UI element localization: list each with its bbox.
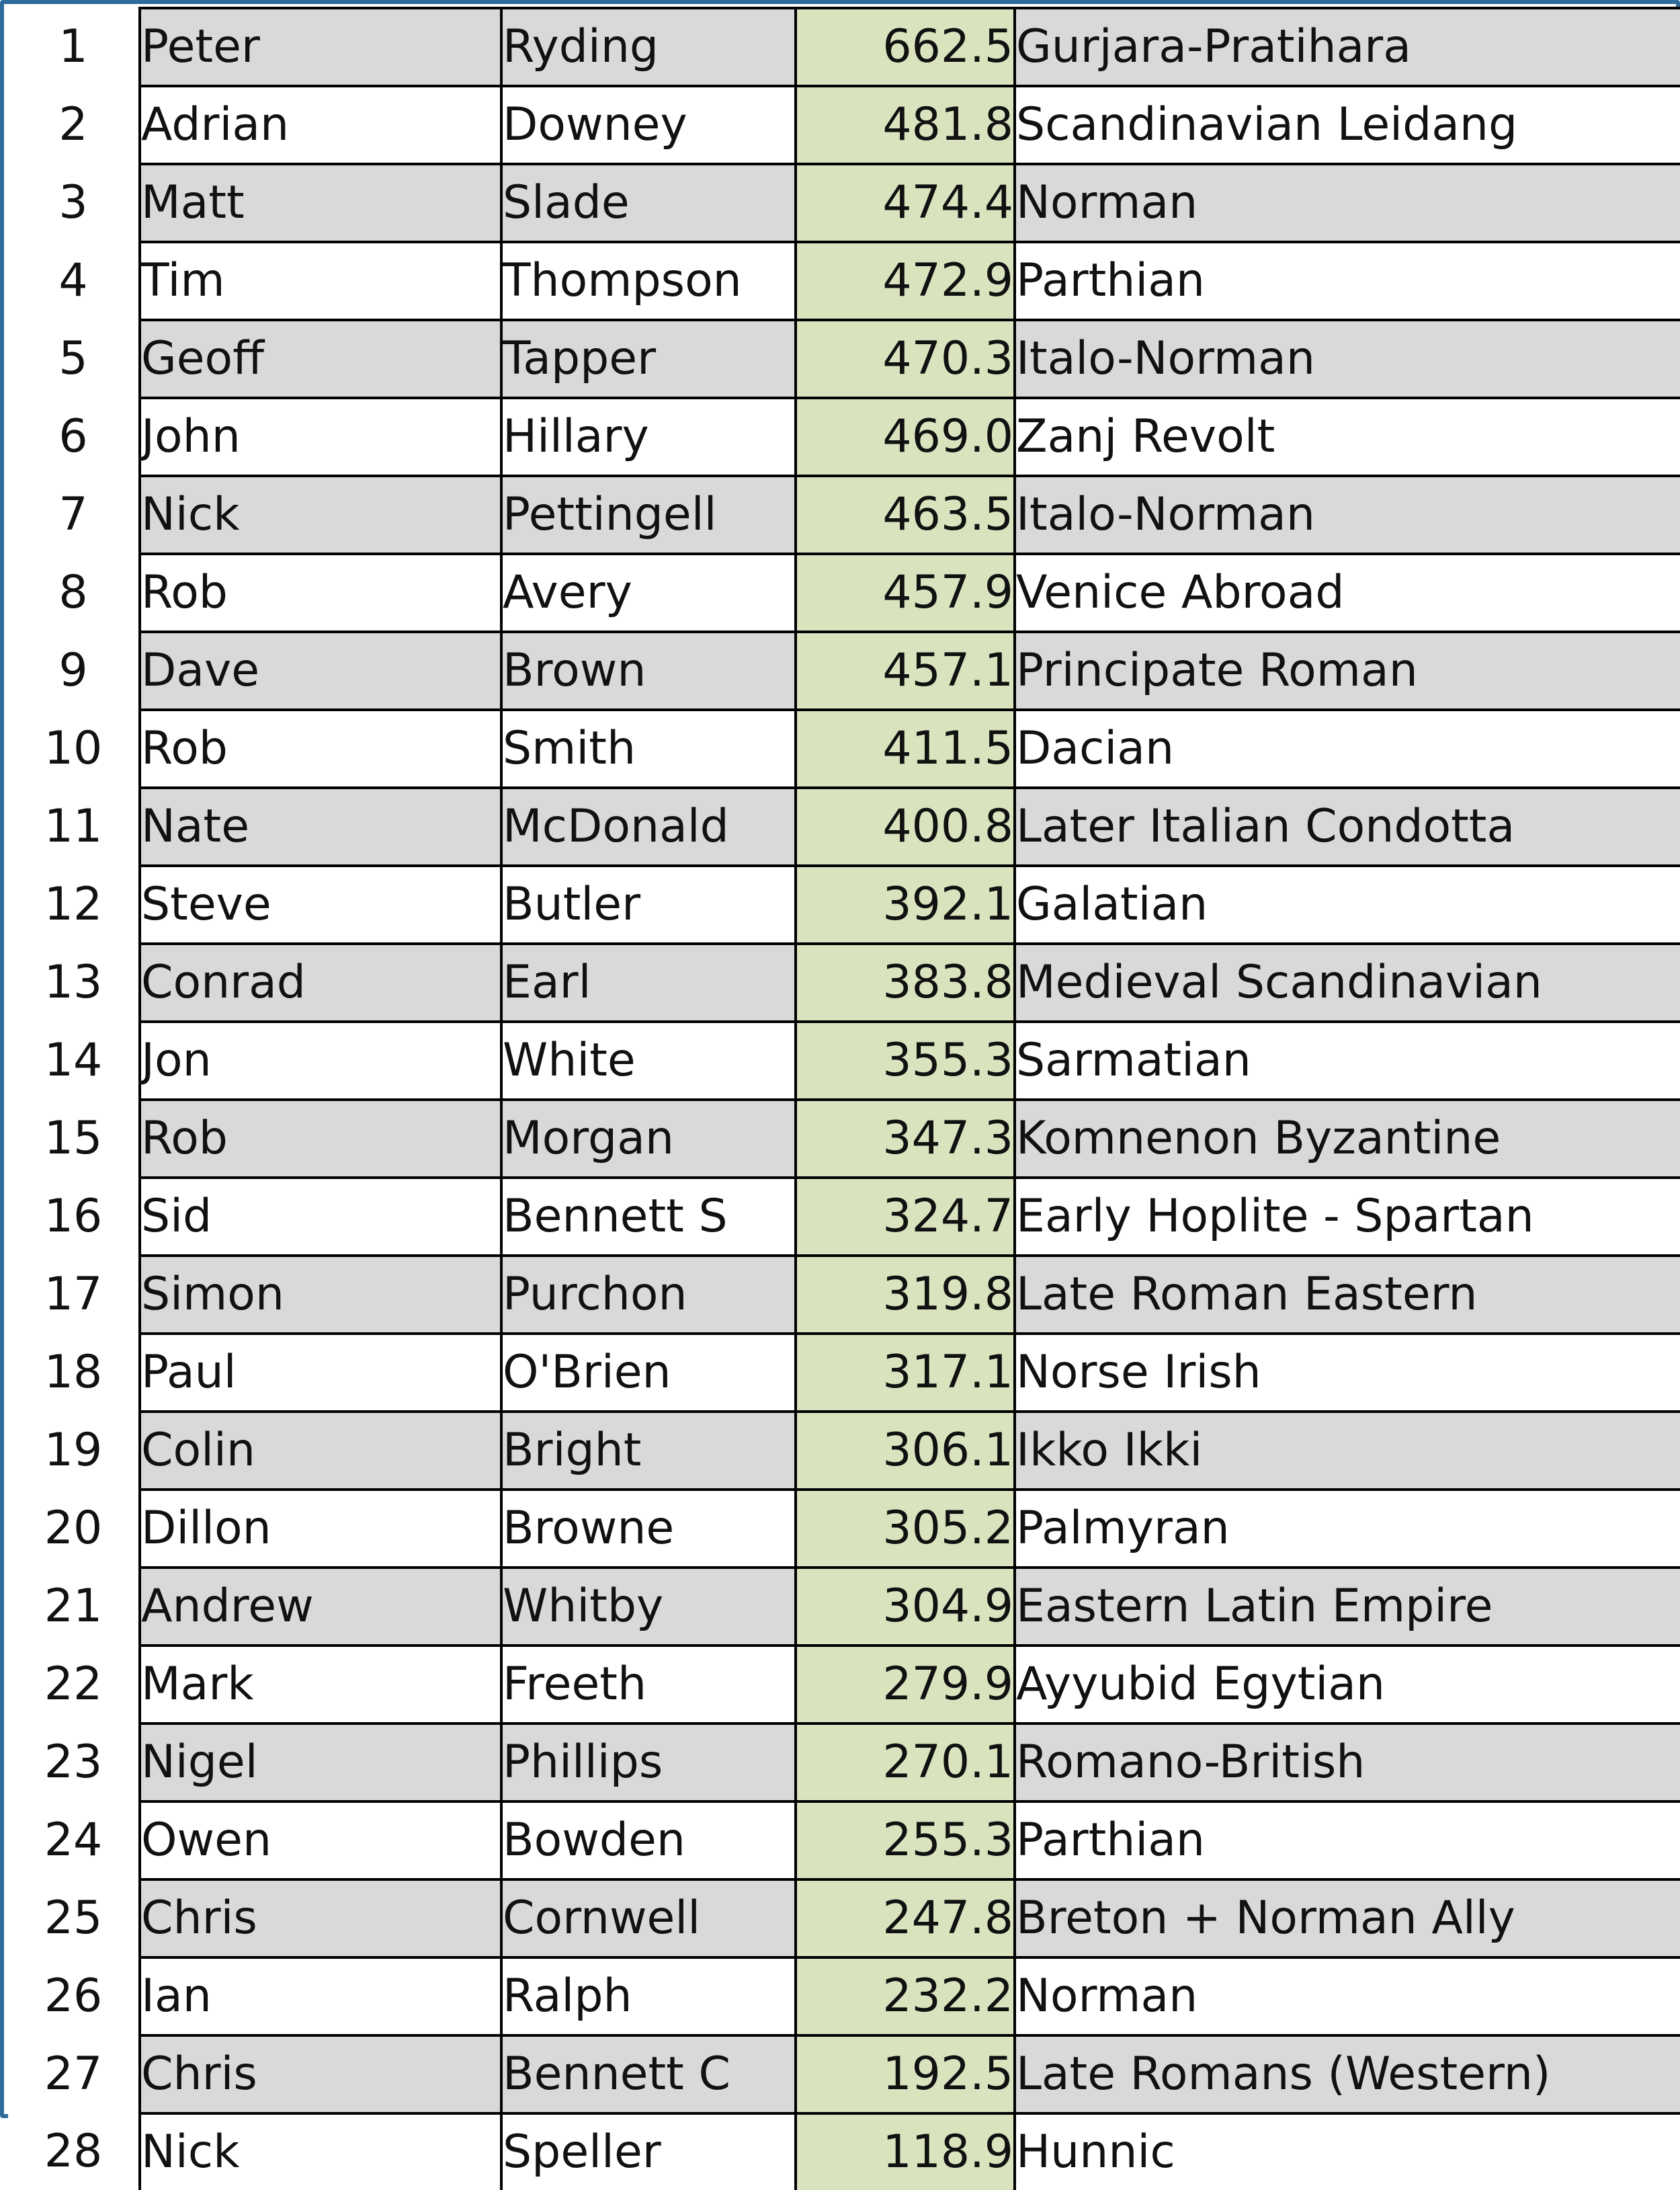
rank-cell: 13	[8, 944, 140, 1022]
army-cell: Zanj Revolt	[1015, 398, 1680, 476]
army-cell: Gurjara-Pratihara	[1015, 8, 1680, 86]
score-cell: 347.3	[796, 1100, 1015, 1178]
table-row	[8, 1957, 1680, 2035]
army-cell: Romano-British	[1015, 1723, 1680, 1801]
last-name-cell: Brown	[501, 632, 796, 710]
table-row	[8, 86, 1680, 164]
first-name-cell: Mark	[140, 1646, 501, 1723]
score-cell: 392.1	[796, 866, 1015, 944]
score-cell: 457.9	[796, 554, 1015, 632]
last-name-cell: Freeth	[501, 1646, 796, 1723]
last-name-cell: Hillary	[501, 398, 796, 476]
score-cell: 324.7	[796, 1178, 1015, 1256]
army-cell: Principate Roman	[1015, 632, 1680, 710]
first-name-cell: Dillon	[140, 1490, 501, 1568]
first-name-cell: Owen	[140, 1801, 501, 1879]
army-cell: Norman	[1015, 1957, 1680, 2035]
rank-cell: 15	[8, 1100, 140, 1178]
army-cell: Ikko Ikki	[1015, 1412, 1680, 1490]
table-row	[8, 1100, 1680, 1178]
table-row	[8, 1801, 1680, 1879]
score-cell: 457.1	[796, 632, 1015, 710]
rank-cell: 23	[8, 1723, 140, 1801]
last-name-cell: Downey	[501, 86, 796, 164]
rank-cell: 9	[8, 632, 140, 710]
first-name-cell: Matt	[140, 164, 501, 242]
army-cell: Komnenon Byzantine	[1015, 1100, 1680, 1178]
rank-cell: 1	[8, 8, 140, 86]
first-name-cell: Chris	[140, 1879, 501, 1957]
first-name-cell: Nick	[140, 476, 501, 554]
rank-cell: 7	[8, 476, 140, 554]
army-cell: Scandinavian Leidang	[1015, 86, 1680, 164]
rank-cell: 2	[8, 86, 140, 164]
last-name-cell: Whitby	[501, 1568, 796, 1646]
first-name-cell: Simon	[140, 1256, 501, 1334]
rank-cell: 8	[8, 554, 140, 632]
first-name-cell: Sid	[140, 1178, 501, 1256]
last-name-cell: Thompson	[501, 242, 796, 320]
first-name-cell: John	[140, 398, 501, 476]
last-name-cell: Browne	[501, 1490, 796, 1568]
last-name-cell: O'Brien	[501, 1334, 796, 1412]
first-name-cell: Adrian	[140, 86, 501, 164]
army-cell: Hunnic	[1015, 2113, 1680, 2190]
last-name-cell: Cornwell	[501, 1879, 796, 1957]
last-name-cell: Speller	[501, 2113, 796, 2190]
last-name-cell: Butler	[501, 866, 796, 944]
army-cell: Sarmatian	[1015, 1022, 1680, 1100]
score-cell: 306.1	[796, 1412, 1015, 1490]
last-name-cell: Morgan	[501, 1100, 796, 1178]
last-name-cell: Phillips	[501, 1723, 796, 1801]
army-cell: Norman	[1015, 164, 1680, 242]
rank-cell: 5	[8, 320, 140, 398]
last-name-cell: Bowden	[501, 1801, 796, 1879]
rank-cell: 11	[8, 788, 140, 866]
score-cell: 232.2	[796, 1957, 1015, 2035]
army-cell: Norse Irish	[1015, 1334, 1680, 1412]
rank-cell: 3	[8, 164, 140, 242]
first-name-cell: Colin	[140, 1412, 501, 1490]
table-row	[8, 398, 1680, 476]
first-name-cell: Nate	[140, 788, 501, 866]
rank-cell: 28	[8, 2113, 140, 2190]
rank-cell: 26	[8, 1957, 140, 2035]
army-cell: Italo-Norman	[1015, 476, 1680, 554]
first-name-cell: Conrad	[140, 944, 501, 1022]
last-name-cell: Pettingell	[501, 476, 796, 554]
army-cell: Palmyran	[1015, 1490, 1680, 1568]
army-cell: Eastern Latin Empire	[1015, 1568, 1680, 1646]
table-row	[8, 1490, 1680, 1568]
rank-cell: 14	[8, 1022, 140, 1100]
last-name-cell: Purchon	[501, 1256, 796, 1334]
rank-cell: 22	[8, 1646, 140, 1723]
score-cell: 472.9	[796, 242, 1015, 320]
rank-cell: 10	[8, 710, 140, 788]
army-cell: Galatian	[1015, 866, 1680, 944]
first-name-cell: Geoff	[140, 320, 501, 398]
table-row	[8, 788, 1680, 866]
first-name-cell: Chris	[140, 2035, 501, 2113]
last-name-cell: Ryding	[501, 8, 796, 86]
first-name-cell: Andrew	[140, 1568, 501, 1646]
last-name-cell: McDonald	[501, 788, 796, 866]
rank-cell: 18	[8, 1334, 140, 1412]
first-name-cell: Tim	[140, 242, 501, 320]
score-cell: 255.3	[796, 1801, 1015, 1879]
army-cell: Early Hoplite - Spartan	[1015, 1178, 1680, 1256]
score-cell: 304.9	[796, 1568, 1015, 1646]
score-cell: 355.3	[796, 1022, 1015, 1100]
rank-cell: 27	[8, 2035, 140, 2113]
table-row	[8, 476, 1680, 554]
score-cell: 270.1	[796, 1723, 1015, 1801]
first-name-cell: Peter	[140, 8, 501, 86]
score-cell: 481.8	[796, 86, 1015, 164]
table-row	[8, 1334, 1680, 1412]
first-name-cell: Nigel	[140, 1723, 501, 1801]
table-row	[8, 554, 1680, 632]
table-row	[8, 1879, 1680, 1957]
rank-cell: 4	[8, 242, 140, 320]
table-row	[8, 710, 1680, 788]
army-cell: Dacian	[1015, 710, 1680, 788]
score-cell: 470.3	[796, 320, 1015, 398]
table-row	[8, 1723, 1680, 1801]
table-row	[8, 944, 1680, 1022]
army-cell: Parthian	[1015, 242, 1680, 320]
table-row	[8, 1256, 1680, 1334]
table-row	[8, 1412, 1680, 1490]
last-name-cell: Tapper	[501, 320, 796, 398]
first-name-cell: Paul	[140, 1334, 501, 1412]
score-cell: 192.5	[796, 2035, 1015, 2113]
last-name-cell: Ralph	[501, 1957, 796, 2035]
army-cell: Later Italian Condotta	[1015, 788, 1680, 866]
table-row	[8, 164, 1680, 242]
score-cell: 463.5	[796, 476, 1015, 554]
last-name-cell: Smith	[501, 710, 796, 788]
score-cell: 474.4	[796, 164, 1015, 242]
last-name-cell: Bright	[501, 1412, 796, 1490]
first-name-cell: Steve	[140, 866, 501, 944]
standings-table	[8, 7, 1680, 2190]
score-cell: 469.0	[796, 398, 1015, 476]
score-cell: 662.5	[796, 8, 1015, 86]
score-cell: 305.2	[796, 1490, 1015, 1568]
score-cell: 317.1	[796, 1334, 1015, 1412]
last-name-cell: Slade	[501, 164, 796, 242]
table-row	[8, 866, 1680, 944]
army-cell: Late Romans (Western)	[1015, 2035, 1680, 2113]
first-name-cell: Jon	[140, 1022, 501, 1100]
rank-cell: 25	[8, 1879, 140, 1957]
table-row	[8, 1178, 1680, 1256]
army-cell: Ayyubid Egytian	[1015, 1646, 1680, 1723]
last-name-cell: White	[501, 1022, 796, 1100]
first-name-cell: Nick	[140, 2113, 501, 2190]
first-name-cell: Rob	[140, 1100, 501, 1178]
table-row	[8, 1568, 1680, 1646]
rank-cell: 19	[8, 1412, 140, 1490]
score-cell: 247.8	[796, 1879, 1015, 1957]
first-name-cell: Rob	[140, 554, 501, 632]
table-row	[8, 2035, 1680, 2113]
score-cell: 118.9	[796, 2113, 1015, 2190]
last-name-cell: Bennett C	[501, 2035, 796, 2113]
rank-cell: 17	[8, 1256, 140, 1334]
rank-cell: 21	[8, 1568, 140, 1646]
table-row	[8, 632, 1680, 710]
army-cell: Parthian	[1015, 1801, 1680, 1879]
last-name-cell: Bennett S	[501, 1178, 796, 1256]
score-cell: 411.5	[796, 710, 1015, 788]
score-cell: 400.8	[796, 788, 1015, 866]
rank-cell: 20	[8, 1490, 140, 1568]
first-name-cell: Ian	[140, 1957, 501, 2035]
first-name-cell: Dave	[140, 632, 501, 710]
army-cell: Breton + Norman Ally	[1015, 1879, 1680, 1957]
rank-cell: 24	[8, 1801, 140, 1879]
army-cell: Italo-Norman	[1015, 320, 1680, 398]
last-name-cell: Avery	[501, 554, 796, 632]
score-cell: 383.8	[796, 944, 1015, 1022]
table-row	[8, 320, 1680, 398]
rank-cell: 16	[8, 1178, 140, 1256]
last-name-cell: Earl	[501, 944, 796, 1022]
table-row	[8, 2113, 1680, 2190]
first-name-cell: Rob	[140, 710, 501, 788]
score-cell: 279.9	[796, 1646, 1015, 1723]
table-row	[8, 1646, 1680, 1723]
score-cell: 319.8	[796, 1256, 1015, 1334]
army-cell: Medieval Scandinavian	[1015, 944, 1680, 1022]
table-row	[8, 242, 1680, 320]
table-row	[8, 8, 1680, 86]
army-cell: Venice Abroad	[1015, 554, 1680, 632]
rank-cell: 6	[8, 398, 140, 476]
standings-body	[8, 8, 1680, 2190]
rank-cell: 12	[8, 866, 140, 944]
army-cell: Late Roman Eastern	[1015, 1256, 1680, 1334]
table-row	[8, 1022, 1680, 1100]
